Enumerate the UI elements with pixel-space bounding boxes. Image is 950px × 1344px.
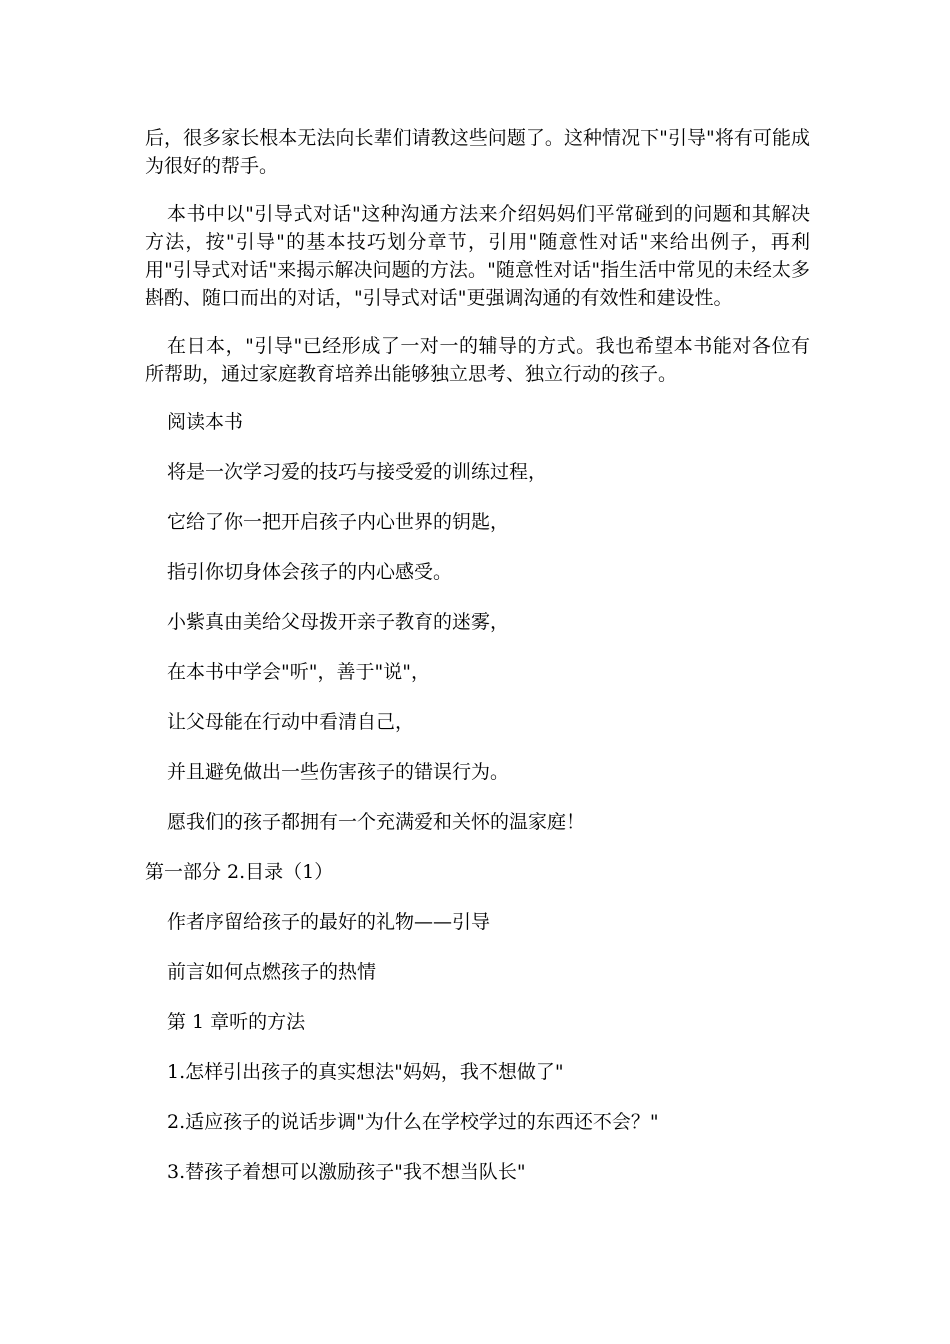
toc-item: 第 1 章听的方法	[167, 1011, 306, 1033]
paragraph-method-intro: 本书中以"引导式对话"这种沟通方法来介绍妈妈们平常碰到的问题和其解决方法，按"引导"的基本技巧划分章节，引用"随意性对话"来给出例子，再利用"引导式对话"来揭示解决问题的方法。"随意性对话"指生活中常见的未经太多斟酌、随口而出的对话，"引导式对话"更强调沟通的有效性和建设性。	[145, 203, 810, 309]
paragraph-continuation: 后，很多家长根本无法向长辈们请教这些问题了。这种情况下"引导"将有可能成为很好的帮手。	[145, 127, 810, 177]
page-content	[145, 124, 810, 1208]
poem-line: 指引你切身体会孩子的内心感受。	[167, 561, 453, 583]
poem-line: 并且避免做出一些伤害孩子的错误行为。	[167, 761, 510, 783]
toc-item: 2.适应孩子的说话步调"为什么在学校学过的东西还不会？"	[167, 1111, 659, 1133]
poem-line: 在本书中学会"听"，善于"说"，	[167, 661, 430, 683]
poem-line: 小紫真由美给父母拨开亲子教育的迷雾，	[167, 611, 510, 633]
paragraph-japan: 在日本，"引导"已经形成了一对一的辅导的方式。我也希望本书能对各位有所帮助，通过家庭教育培养出能够独立思考、独立行动的孩子。	[145, 335, 810, 385]
poem-line: 愿我们的孩子都拥有一个充满爱和关怀的温家庭！	[167, 811, 586, 833]
toc-item: 3.替孩子着想可以激励孩子"我不想当队长"	[167, 1161, 526, 1183]
section-heading: 第一部分 2.目录（1）	[145, 861, 334, 883]
poem-line: 将是一次学习爱的技巧与接受爱的训练过程，	[167, 461, 548, 483]
toc-item: 作者序留给孩子的最好的礼物——引导	[167, 911, 491, 933]
poem-line: 阅读本书	[167, 411, 244, 433]
toc-item: 前言如何点燃孩子的热情	[167, 961, 377, 983]
poem-line: 它给了你一把开启孩子内心世界的钥匙，	[167, 511, 510, 533]
poem-line: 让父母能在行动中看清自己，	[167, 711, 415, 733]
toc-item: 1.怎样引出孩子的真实想法"妈妈，我不想做了"	[167, 1061, 564, 1083]
